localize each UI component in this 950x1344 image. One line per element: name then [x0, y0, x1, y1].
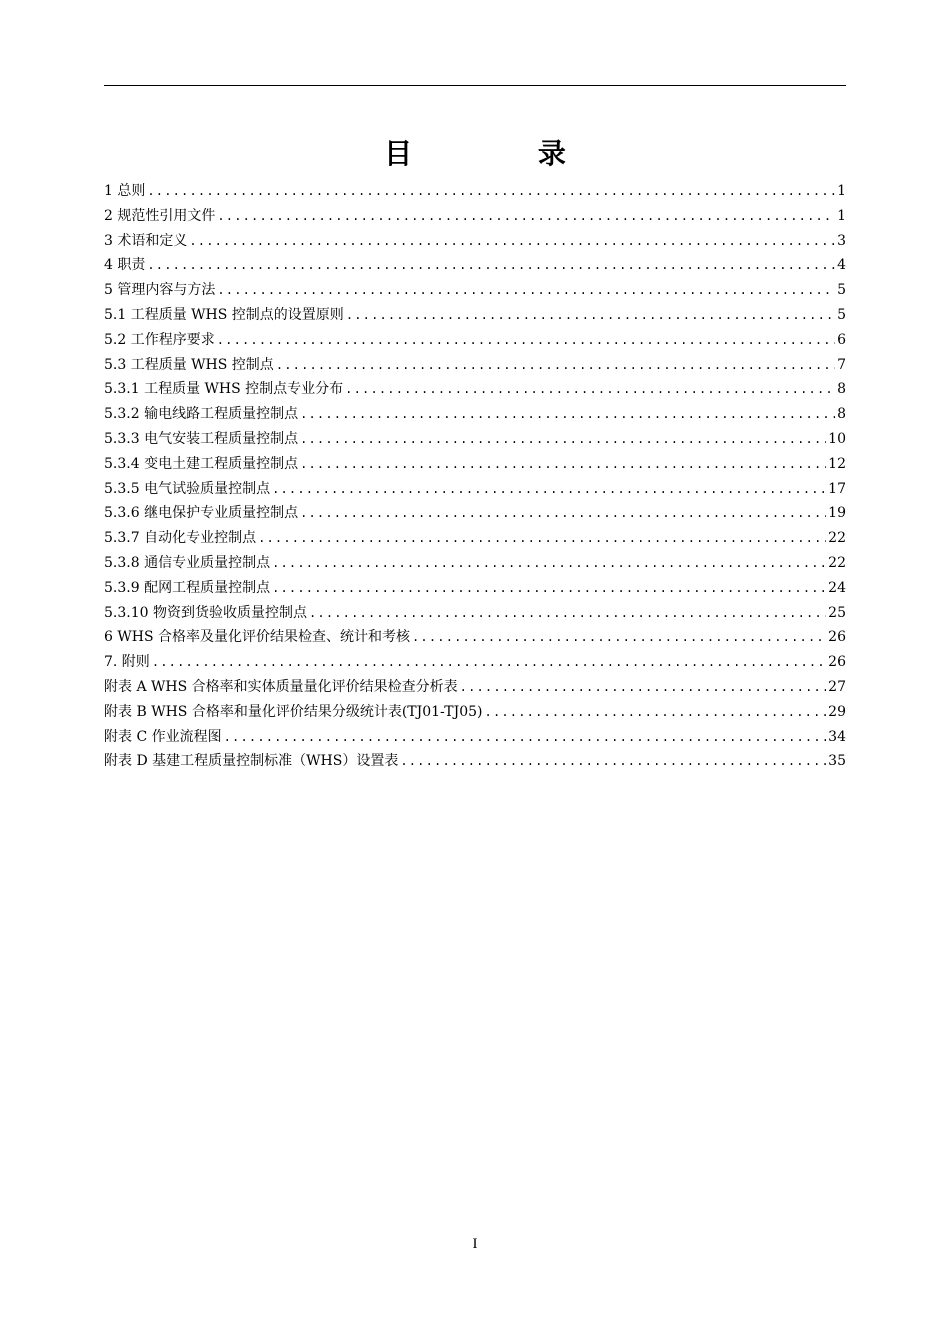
toc-entry-label: 5.3.2 输电线路工程质量控制点 — [104, 406, 299, 423]
toc-entry-page: 1 — [837, 183, 846, 199]
toc-entry-page: 10 — [828, 430, 846, 447]
toc-entry[interactable] — [104, 477, 846, 502]
toc-entry-label: 5.3.1 工程质量 WHS 控制点专业分布 — [104, 381, 344, 398]
toc-entry[interactable] — [104, 253, 846, 278]
toc-entry-page: 26 — [828, 654, 846, 671]
toc-entry-page: 5 — [837, 282, 846, 299]
toc-entry[interactable] — [104, 625, 846, 650]
toc-entry[interactable] — [104, 675, 846, 700]
toc-entry[interactable] — [104, 179, 846, 204]
toc-entry-page: 35 — [828, 753, 846, 770]
toc-entry[interactable] — [104, 650, 846, 675]
toc-entry-page: 22 — [828, 554, 846, 571]
toc-entry-page: 4 — [837, 257, 846, 274]
toc-entry-page: 5 — [837, 306, 846, 323]
toc-entry[interactable] — [104, 576, 846, 601]
toc-entry-label: 5.3.3 电气安装工程质量控制点 — [104, 430, 299, 447]
toc-entry-label: 6 WHS 合格率及量化评价结果检查、统计和考核 — [104, 629, 410, 646]
toc-entry[interactable] — [104, 725, 846, 750]
toc-dot-leader — [309, 601, 826, 626]
toc-entry-page: 6 — [837, 331, 846, 348]
toc-entry-page: 29 — [828, 703, 846, 720]
toc-entry[interactable] — [104, 229, 846, 254]
toc-entry[interactable] — [104, 353, 846, 378]
toc-list — [104, 179, 846, 774]
toc-dot-leader — [346, 303, 835, 328]
toc-dot-leader — [272, 576, 826, 601]
toc-entry-label: 附表 C 作业流程图 — [104, 728, 222, 745]
toc-dot-leader — [217, 204, 835, 229]
toc-dot-leader — [147, 253, 835, 278]
toc-entry-page: 27 — [828, 678, 846, 695]
toc-dot-leader — [300, 427, 826, 452]
toc-dot-leader — [147, 179, 835, 204]
toc-entry-page: 17 — [828, 480, 846, 497]
toc-entry-page: 7 — [837, 356, 846, 373]
toc-dot-leader — [224, 725, 827, 750]
toc-entry-page: 1 — [837, 207, 846, 224]
toc-entry-label: 2 规范性引用文件 — [104, 207, 216, 224]
toc-entry[interactable] — [104, 452, 846, 477]
toc-dot-leader — [460, 675, 827, 700]
toc-dot-leader — [300, 402, 835, 427]
toc-entry-label: 5.2 工作程序要求 — [104, 331, 215, 348]
toc-entry[interactable] — [104, 700, 846, 725]
toc-entry-label: 5.3.5 电气试验质量控制点 — [104, 480, 271, 497]
toc-entry[interactable] — [104, 601, 846, 626]
toc-entry[interactable] — [104, 551, 846, 576]
toc-dot-leader — [276, 353, 835, 378]
toc-dot-leader — [189, 229, 835, 254]
toc-dot-leader — [485, 700, 827, 725]
toc-entry-label: 7. 附则 — [104, 654, 150, 671]
toc-entry-label: 5.3.4 变电土建工程质量控制点 — [104, 455, 299, 472]
toc-entry-label: 5.3.7 自动化专业控制点 — [104, 530, 257, 547]
toc-entry-page: 3 — [837, 232, 846, 249]
toc-entry-page: 12 — [828, 455, 846, 472]
toc-title: 目 录 — [384, 137, 624, 170]
toc-entry-label: 5.3.8 通信专业质量控制点 — [104, 554, 271, 571]
toc-entry-page: 24 — [828, 579, 846, 596]
toc-entry-label: 1 总则 — [104, 183, 146, 199]
toc-entry[interactable] — [104, 427, 846, 452]
toc-entry-label: 附表 B WHS 合格率和量化评价结果分级统计表(TJ01-TJ05) — [104, 703, 483, 720]
toc-dot-leader — [272, 551, 826, 576]
toc-entry-label: 附表 D 基建工程质量控制标准（WHS）设置表 — [104, 753, 399, 770]
toc-entry[interactable] — [104, 402, 846, 427]
toc-dot-leader — [217, 328, 835, 353]
toc-entry-page: 34 — [828, 728, 846, 745]
toc-entry-page: 25 — [828, 604, 846, 621]
toc-entry-label: 5.3.6 继电保护专业质量控制点 — [104, 505, 299, 522]
toc-dot-leader — [300, 501, 826, 526]
toc-entry-page: 22 — [828, 530, 846, 547]
toc-dot-leader — [217, 278, 835, 303]
toc-entry-label: 4 职责 — [104, 257, 146, 274]
toc-entry[interactable] — [104, 377, 846, 402]
toc-dot-leader — [258, 526, 826, 551]
toc-entry[interactable] — [104, 328, 846, 353]
toc-entry-label: 5.3 工程质量 WHS 控制点 — [104, 356, 274, 373]
toc-dot-leader — [272, 477, 826, 502]
toc-dot-leader — [152, 650, 826, 675]
toc-entry-page: 8 — [837, 406, 846, 423]
toc-dot-leader — [300, 452, 826, 477]
toc-entry-label: 5.1 工程质量 WHS 控制点的设置原则 — [104, 306, 344, 323]
page-number: I — [472, 1236, 478, 1252]
toc-dot-leader — [400, 749, 826, 774]
toc-entry-page: 19 — [828, 505, 846, 522]
toc-entry[interactable] — [104, 501, 846, 526]
toc-entry[interactable] — [104, 749, 846, 774]
toc-entry-label: 5 管理内容与方法 — [104, 282, 216, 299]
toc-entry[interactable] — [104, 303, 846, 328]
toc-dot-leader — [412, 625, 826, 650]
header-rule — [104, 85, 846, 86]
toc-entry[interactable] — [104, 278, 846, 303]
toc-entry-label: 3 术语和定义 — [104, 232, 188, 249]
toc-dot-leader — [345, 377, 835, 402]
toc-entry[interactable] — [104, 204, 846, 229]
toc-entry-label: 附表 A WHS 合格率和实体质量量化评价结果检查分析表 — [104, 678, 458, 695]
toc-entry-page: 26 — [828, 629, 846, 646]
toc-entry-page: 8 — [837, 381, 846, 398]
toc-entry-label: 5.3.9 配网工程质量控制点 — [104, 579, 271, 596]
toc-entry[interactable] — [104, 526, 846, 551]
toc-entry-label: 5.3.10 物资到货验收质量控制点 — [104, 604, 307, 621]
